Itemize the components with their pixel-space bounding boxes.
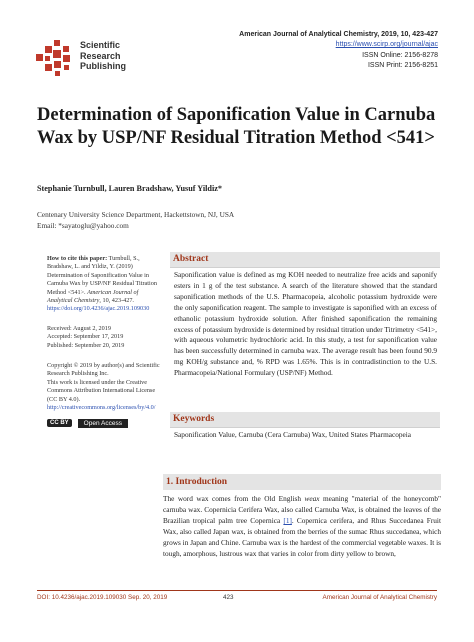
cite-doi-link[interactable]: https://doi.org/10.4236/ajac.2019.109030 [47, 305, 150, 313]
intro-italic-term: weax [304, 494, 320, 503]
publisher-line: Publishing [80, 61, 126, 71]
publisher-line: Research [80, 50, 121, 61]
author-list: Stephanie Turnbull, Lauren Bradshaw, Yusuf Yildiz* [37, 184, 222, 193]
copyright-owner: Copyright © 2019 by author(s) and Scientific Research Publishing Inc. [47, 362, 160, 378]
reference-link[interactable]: [1] [283, 515, 292, 525]
keywords-heading-band [170, 412, 440, 428]
abstract-heading: Abstract [173, 254, 209, 264]
abstract-heading-band [170, 252, 440, 268]
license-link[interactable]: http://creativecommons.org/licenses/by/4.0/ [47, 404, 156, 412]
published-date: Published: September 20, 2019 [47, 341, 125, 349]
intro-text-run: The word wax comes from the Old English [163, 494, 305, 503]
dates-block [47, 325, 165, 350]
citation-block [47, 255, 165, 314]
issn-online: ISSN Online: 2156-8278 [362, 51, 438, 59]
paper-title: Determination of Saponification Value in Carnuba Wax by USP/NF Residual Titration Method <541> [37, 105, 436, 148]
intro-text-run: meaning "material of the honeycomb" carnuba wax. Copernicia Cerifera Wax, also called Carnuba Wax, is obtained the leaves of the Brazilian tropical palm tree Copernica [163, 494, 441, 525]
license-badges [47, 414, 165, 426]
affiliation-block [37, 209, 234, 231]
received-date: Received: August 2, 2019 [47, 325, 111, 332]
cc-by-badge[interactable]: CC BY [47, 419, 72, 427]
keywords-text: Saponification Value, Carnuba (Cera Carnuba) Wax, United States Pharmacopeia [174, 430, 412, 439]
license-statement: This work is licensed under the Creative Commons Attribution International License (CC BY 4.0). [47, 378, 156, 403]
introduction-heading: 1. Introduction [166, 477, 228, 487]
publisher-name [80, 40, 126, 72]
page-number: 423 [223, 594, 234, 601]
introduction-heading-band [163, 474, 441, 490]
page-footer [37, 590, 437, 603]
publisher-line: Scientific [80, 40, 121, 50]
email[interactable]: Email: *sayatoglu@yahoo.com [37, 221, 129, 230]
cite-journal: American Journal of Analytical Chemistry [47, 288, 139, 305]
open-access-badge: Open Access [78, 419, 128, 428]
journal-citation-line: American Journal of Analytical Chemistry, 2019, 10, 423-427 [239, 31, 438, 38]
intro-text-run: . Copernica cerifera, and Rhus Succedanea Fruit Wax, also called Japan wax, is obtained from the berries of the sumac Rhus succedanea, which grows in Japan and Chine. Carnuba wax is the hardest of the commercial vegetable waxes. It is tough, amorphous, lustrous wax that varies in color from dirty yellow to brown, [163, 515, 441, 558]
keywords-heading: Keywords [173, 414, 215, 424]
accepted-date: Accepted: September 17, 2019 [47, 333, 124, 341]
journal-info [239, 30, 438, 71]
journal-url-link[interactable]: https://www.scirp.org/journal/ajac [335, 41, 438, 49]
cite-label: How to cite this paper: [47, 255, 108, 262]
footer-doi: DOI: 10.4236/ajac.2019.109030 Sep. 20, 2019 [37, 594, 168, 601]
publisher-logo-icon [34, 38, 76, 80]
affiliation: Centenary University Science Department, Hackettstown, NJ, USA [37, 210, 235, 219]
abstract-text: Saponification value is defined as mg KOH needed to neutralize free acids and saponify esters in 1 g of the test substance. A search of the literature showed that the standard saponification methods of the U.S. Pharmacopeia, alcoholic potassium hydroxide were the only saponification reagent. The sample to investigate is saponified with an excess of ethanolic potassium hydroxide solution. After finished saponification the remaining excess of potassium hydroxide is determined by residual titration under Titrimetry <541>, with aqueous volumetric hydrochloric acid. In this study, a test for saponification value has been successfully determined in carnuba wax. The average result has been found 90.9 mg KOH/g substance and, % RPD was 1.65%. This is in contradistinction to the U.S. Pharmacopeia/National Formulary (USP/NF) Method. [174, 270, 437, 378]
cite-volume: , 10, 423-427. [99, 297, 134, 305]
copyright-block [47, 362, 165, 412]
issn-print: ISSN Print: 2156-8251 [367, 61, 438, 69]
footer-journal: American Journal of Analytical Chemistry [322, 594, 437, 601]
introduction-text [163, 494, 441, 559]
cite-text: Turnbull, S., Bradshaw, L. and Yildiz, Y. (2019) Determination of Saponification Value in Carnuba Wax by USP/NF Residual Titration Method <541>. [47, 255, 157, 296]
